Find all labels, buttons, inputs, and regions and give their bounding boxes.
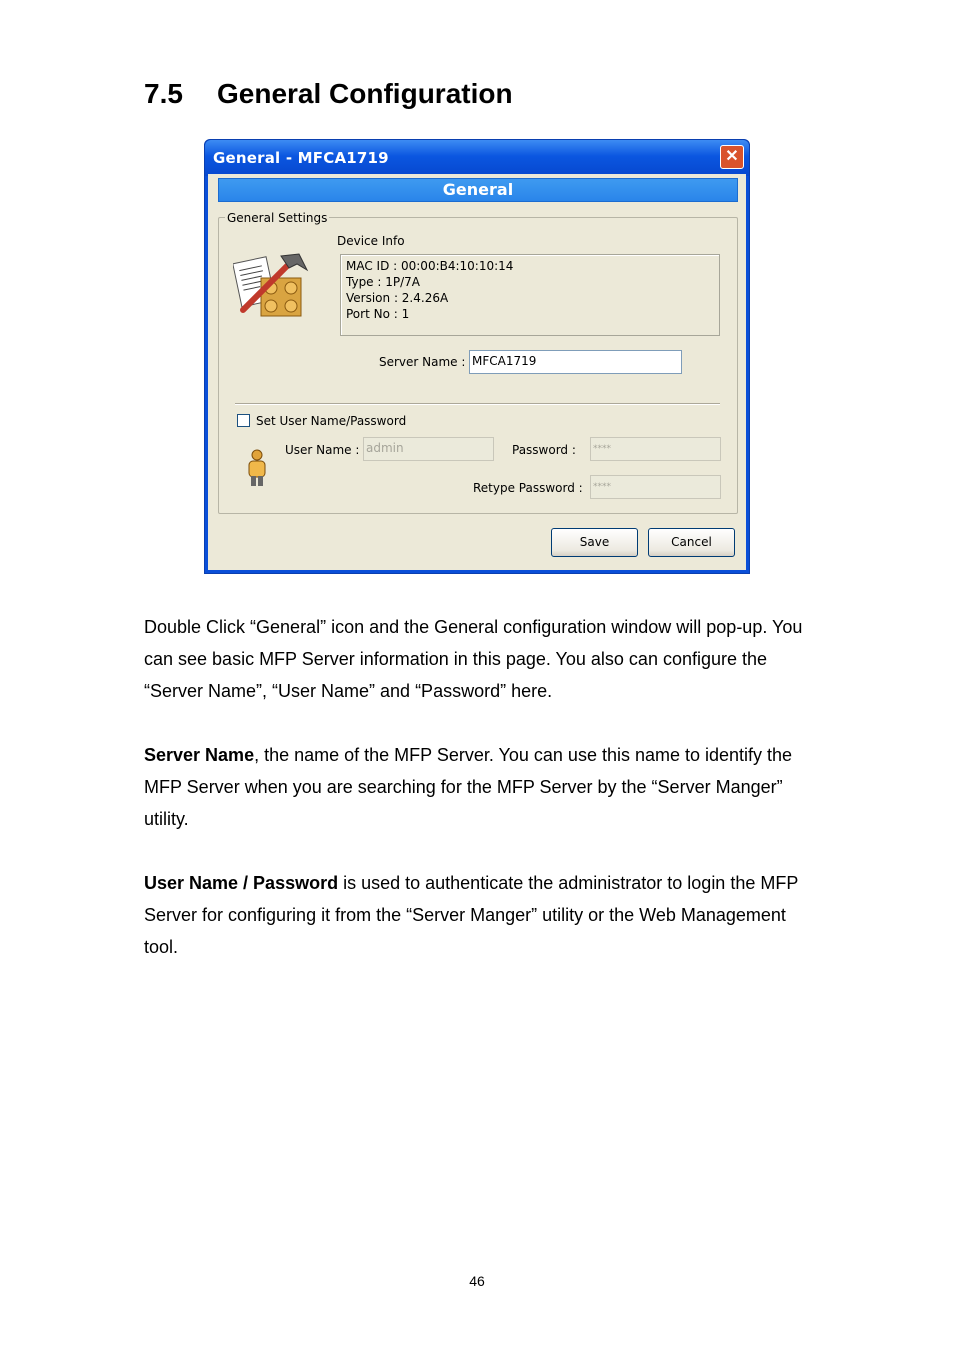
- intro-paragraph: Double Click “General” icon and the General configuration window will pop-up. You can see basic MFP Server information in this page. You also can configure the “Server Name”, “User Name” and “Password” here.: [144, 617, 803, 701]
- section-heading: [144, 78, 513, 110]
- banner-label: General: [442, 180, 514, 199]
- settings-tools-icon: [233, 248, 313, 324]
- server-name-paragraph: [144, 739, 824, 835]
- general-settings-group: [218, 211, 738, 514]
- version-text: Version : 2.4.26A: [346, 291, 449, 305]
- dialog-titlebar[interactable]: [205, 140, 749, 176]
- server-name-term: Server Name: [144, 745, 255, 765]
- set-user-checkbox[interactable]: [237, 414, 250, 427]
- password-input[interactable]: ****: [590, 437, 721, 461]
- page-number: 46: [469, 1273, 485, 1289]
- save-button[interactable]: Save: [551, 528, 638, 557]
- dialog-client: [208, 174, 746, 570]
- user-password-paragraph: [144, 867, 824, 963]
- server-name-label: Server Name :: [379, 355, 466, 369]
- dialog-title: General - MFCA1719: [213, 149, 389, 167]
- general-dialog: [204, 139, 750, 574]
- password-label: Password :: [512, 443, 576, 457]
- cancel-button[interactable]: Cancel: [648, 528, 735, 557]
- close-button[interactable]: [720, 145, 744, 169]
- server-name-input[interactable]: MFCA1719: [469, 350, 682, 374]
- server-name-description: , the name of the MFP Server. You can use this name to identify the MFP Server when you are searching for the MFP Server by the “Server Manger” utility.: [144, 745, 793, 829]
- group-label: General Settings: [227, 211, 328, 225]
- user-password-description: is used to authenticate the administrator to login the MFP Server for configuring it from the “Server Manger” utility or the Web Management tool.: [144, 873, 799, 957]
- user-name-input[interactable]: admin: [363, 437, 494, 461]
- device-info-box: [340, 254, 720, 336]
- section-number: 7.5: [144, 78, 183, 109]
- user-name-label: User Name :: [285, 443, 360, 457]
- retype-password-label: Retype Password :: [473, 481, 583, 495]
- retype-password-input[interactable]: ****: [590, 475, 721, 499]
- section-title: General Configuration: [217, 78, 513, 109]
- user-password-term: User Name / Password: [144, 873, 339, 893]
- mac-id-text: MAC ID : 00:00:B4:10:10:14: [346, 259, 514, 273]
- user-icon: [243, 448, 273, 488]
- close-icon: ✕: [725, 148, 739, 165]
- type-text: Type : 1P/7A: [346, 275, 420, 289]
- device-info-label: Device Info: [337, 234, 405, 248]
- section-divider: [235, 403, 720, 405]
- general-banner: [218, 178, 738, 202]
- port-text: Port No : 1: [346, 307, 410, 321]
- set-user-checkbox-label[interactable]: Set User Name/Password: [256, 414, 407, 428]
